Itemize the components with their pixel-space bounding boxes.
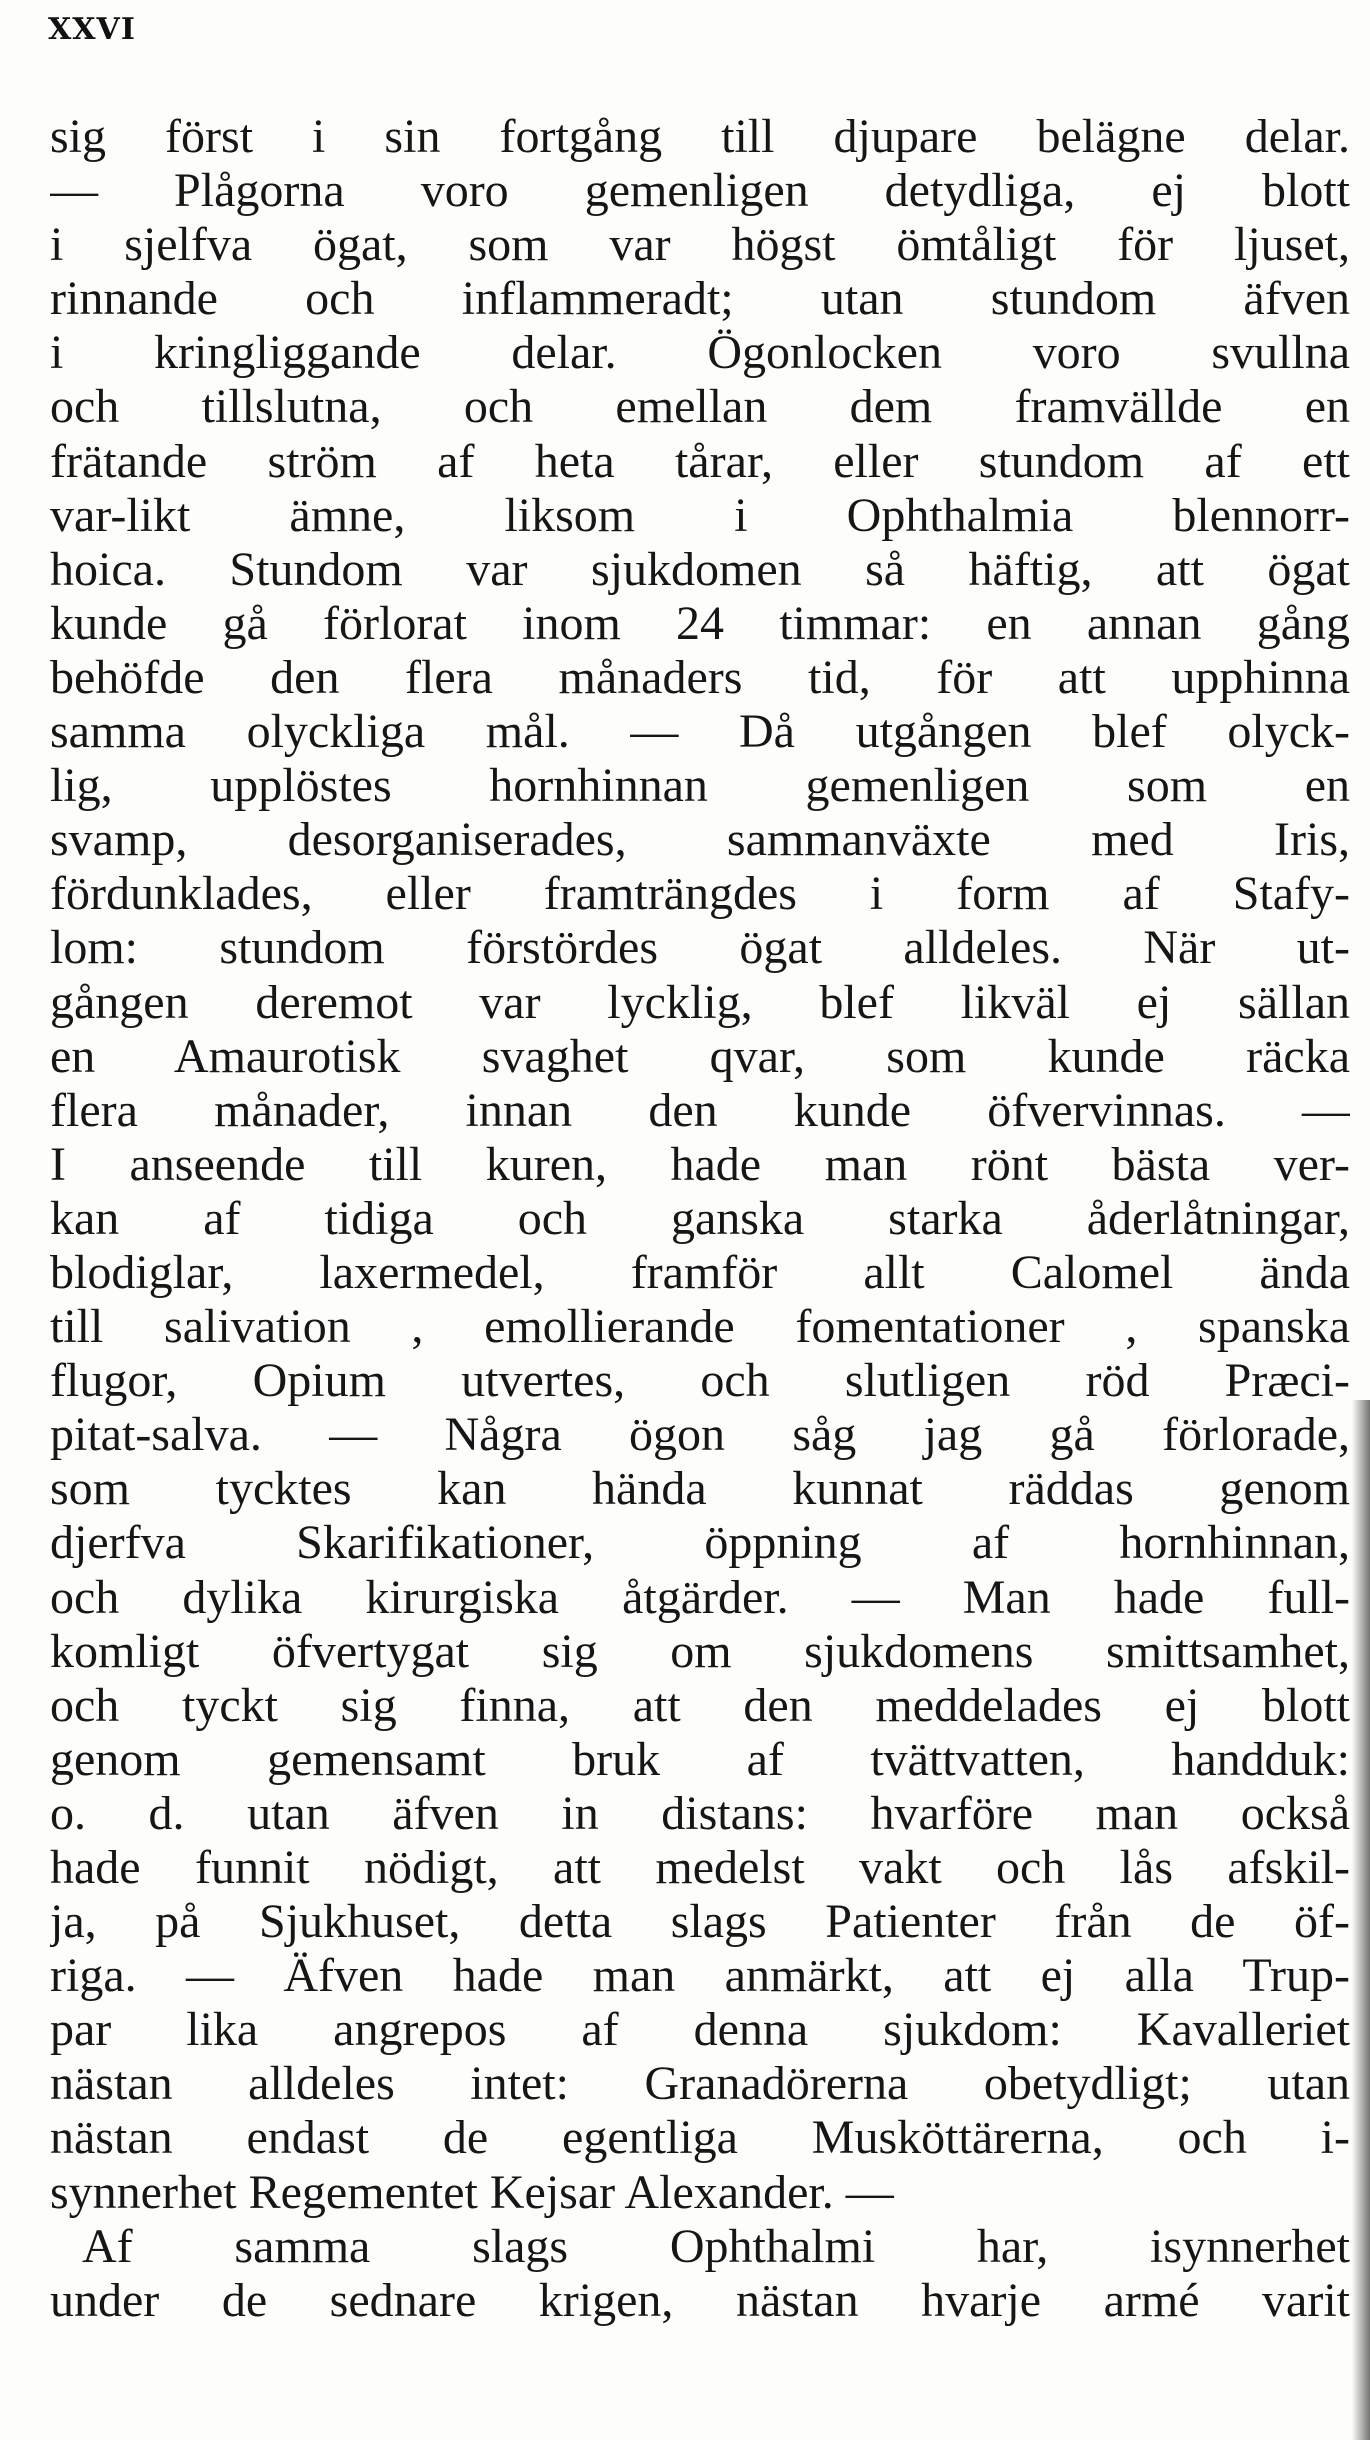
text-line: riga. — Äfven hade man anmärkt, att ej alla Trup- xyxy=(50,1949,1350,2003)
text-line: lig, upplöstes hornhinnan gemenligen som en xyxy=(50,759,1350,813)
text-line: gången deremot var lycklig, blef likväl ej sällan xyxy=(50,975,1350,1029)
text-line: komligt öfvertygat sig om sjukdomens smittsamhet, xyxy=(50,1624,1350,1678)
text-line: o. d. utan äfven in distans: hvarföre man också xyxy=(50,1786,1350,1840)
text-line: nästan alldeles intet: Granadörerna obetydligt; utan xyxy=(50,2057,1350,2111)
text-line: samma olyckliga mål. — Då utgången blef olyck- xyxy=(50,705,1350,759)
text-line: till salivation , emollierande fomentationer , spanska xyxy=(50,1300,1350,1354)
text-line: ja, på Sjukhuset, detta slags Patienter från de öf- xyxy=(50,1895,1350,1949)
text-line: under de sednare krigen, nästan hvarje armé varit xyxy=(50,2273,1350,2327)
text-line: kunde gå förlorat inom 24 timmar: en annan gång xyxy=(50,596,1350,650)
text-line: och tyckt sig finna, att den meddelades ej blott xyxy=(50,1678,1350,1732)
text-line: var-likt ämne, liksom i Ophthalmia blennorr- xyxy=(50,488,1350,542)
text-line: pitat-salva. — Några ögon såg jag gå förlorade, xyxy=(50,1408,1350,1462)
body-text xyxy=(50,110,1350,2328)
text-line: synnerhet Regementet Kejsar Alexander. — xyxy=(50,2165,894,2219)
text-line: som tycktes kan hända kunnat räddas genom xyxy=(50,1462,1350,1516)
text-line: djerfva Skarifikationer, öppning af hornhinnan, xyxy=(50,1516,1350,1570)
text-line: sig först i sin fortgång till djupare belägne delar. xyxy=(50,110,1350,163)
text-line: hade funnit nödigt, att medelst vakt och lås afskil- xyxy=(50,1841,1350,1894)
text-line: en Amaurotisk svaghet qvar, som kunde räcka xyxy=(50,1029,1350,1083)
text-line: — Plågorna voro gemenligen detydliga, ej blott xyxy=(50,164,1350,218)
text-line: behöfde den flera månaders tid, för att upphinna xyxy=(50,650,1350,704)
text-line: frätande ström af heta tårar, eller stundom af ett xyxy=(50,434,1350,488)
text-line: I anseende till kuren, hade man rönt bästa ver- xyxy=(50,1137,1350,1191)
text-line: rinnande och inflammeradt; utan stundom äfven xyxy=(50,272,1350,326)
text-line: genom gemensamt bruk af tvättvatten, handduk: xyxy=(50,1732,1350,1786)
text-line: blodiglar, laxermedel, framför allt Calomel ända xyxy=(50,1245,1350,1299)
page-edge-shadow xyxy=(1352,1400,1370,2440)
text-line: Af samma slags Ophthalmi har, isynnerhet xyxy=(82,2219,1350,2273)
text-line: flugor, Opium utvertes, och slutligen röd Præci- xyxy=(50,1354,1350,1408)
text-line: par lika angrepos af denna sjukdom: Kavalleriet xyxy=(50,2003,1350,2057)
text-line: i kringliggande delar. Ögonlocken voro svullna xyxy=(50,326,1350,380)
text-line: svamp, desorganiserades, sammanväxte med Iris, xyxy=(50,813,1350,867)
text-line: lom: stundom förstördes ögat alldeles. När ut- xyxy=(50,921,1350,975)
text-line: i sjelfva ögat, som var högst ömtåligt för ljuset, xyxy=(50,218,1350,272)
text-line: fördunklades, eller framträngdes i form af Stafy- xyxy=(50,867,1350,921)
text-line: nästan endast de egentliga Musköttärerna, och i- xyxy=(50,2111,1350,2165)
text-line: hoica. Stundom var sjukdomen så häftig, att ögat xyxy=(50,542,1350,596)
text-line: kan af tidiga och ganska starka åderlåtningar, xyxy=(50,1191,1350,1245)
text-line: och dylika kirurgiska åtgärder. — Man hade full- xyxy=(50,1570,1350,1624)
text-line: flera månader, innan den kunde öfvervinnas. — xyxy=(50,1083,1350,1137)
text-line: och tillslutna, och emellan dem framvällde en xyxy=(50,380,1350,434)
page-number: XXVI xyxy=(48,12,136,47)
